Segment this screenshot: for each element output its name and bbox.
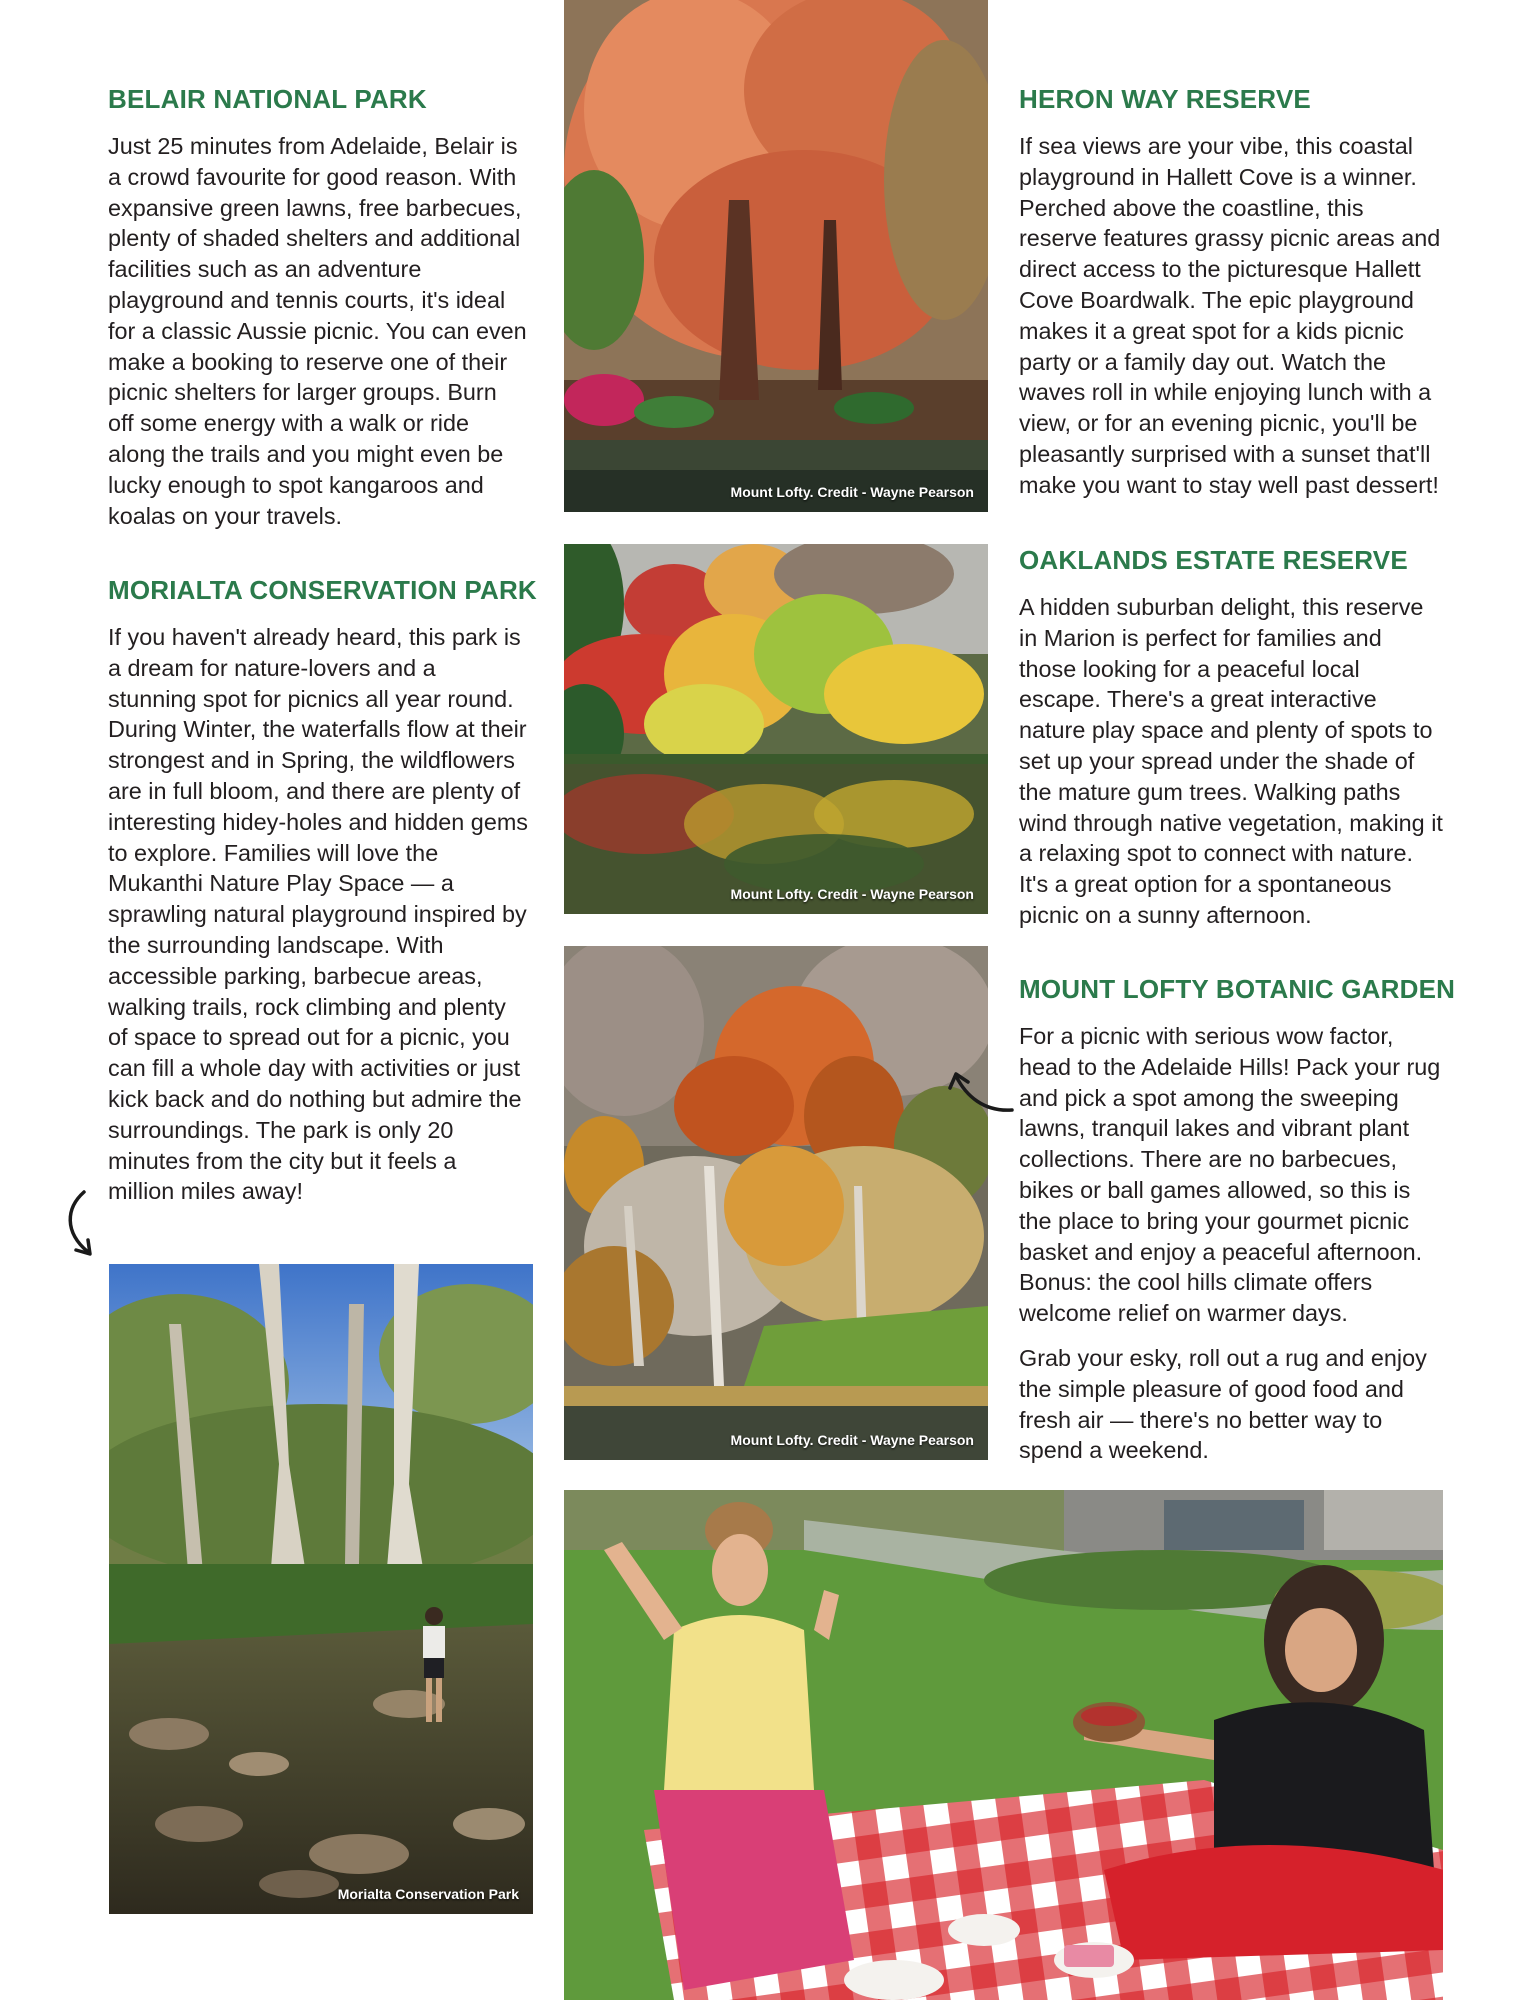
photo-caption: Mount Lofty. Credit - Wayne Pearson xyxy=(730,886,974,902)
curved-arrow-down-icon xyxy=(60,1188,100,1262)
morialta-creek-photo xyxy=(109,1264,533,1914)
photo-caption: Morialta Conservation Park xyxy=(337,1886,519,1902)
mount-lofty-lake-photo xyxy=(564,544,988,914)
mount-lofty-autumn-tree-photo xyxy=(564,0,988,512)
heron-body: If sea views are your vibe, this coastal playground in Hallett Cove is a winner. Perched above the coastline, this reserve features grassy picnic areas and direct access to the picturesque Hallett Cove Boardwalk. The epic playground makes it a great spot for a kids picnic party or a family day out. Watch the waves roll in while enjoying lunch with a view, or for an evening picnic, you'll be pleasantly surprised with a sunset that'll make you want to stay well past dessert! xyxy=(1019,133,1441,498)
curved-arrow-left-icon xyxy=(944,1066,1016,1116)
mount-lofty-forest-photo xyxy=(564,946,988,1460)
oaklands-body: A hidden suburban delight, this reserve in Marion is perfect for families and those looking for a peaceful local escape. There's a great interactive nature play space and plenty of spots to set up your spread under the shade of the mature gum trees. Walking paths wind through native vegetation, making it a relaxing spot to connect with nature. It's a great option for a spontaneous picnic on a sunny afternoon. xyxy=(1019,594,1443,928)
picnic-photo xyxy=(564,1490,1443,2000)
lofty-body: For a picnic with serious wow factor, head to the Adelaide Hills! Pack your rug and pick a spot among the sweeping lawns, tranquil lakes and vibrant plant collections. There are no barbecues, bikes or ball games allowed, so this is the place to bring your gourmet picnic basket and enjoy a peaceful afternoon. Bonus: the cool hills climate offers welcome relief on warmer days. xyxy=(1019,1023,1441,1327)
morialta-body: If you haven't already heard, this park is a dream for nature-lovers and a stunning spot for picnics all year round. During Winter, the waterfalls flow at their strongest and in Spring, the wildflowers are in full bloom, and there are plenty of interesting hidey-holes and hidden gems to explore. Families will love the Mukanthi Nature Play Space — a sprawling natural playground inspired by the surrounding landscape. With accessible parking, barbecue areas, walking trails, rock climbing and plenty of space to spread out for a picnic, you can fill a whole day with activities or just kick back and do nothing but admire the surroundings. The park is only 20 minutes from the city but it feels a million miles away! xyxy=(108,624,529,1205)
photo-caption: Mount Lofty. Credit - Wayne Pearson xyxy=(730,484,974,500)
heron-heading: HERON WAY RESERVE xyxy=(1019,84,1311,114)
belair-heading: BELAIR NATIONAL PARK xyxy=(108,84,427,114)
belair-body: Just 25 minutes from Adelaide, Belair is a crowd favourite for good reason. With expansive green lawns, free barbecues, plenty of shaded shelters and additional facilities such as an adventure playground and tennis courts, it's ideal for a classic Aussie picnic. You can even make a booking to reserve one of their picnic shelters for larger groups. Burn off some energy with a walk or ride along the trails and you might even be lucky enough to spot kangaroos and koalas on your travels. xyxy=(108,133,527,529)
photo-caption: Mount Lofty. Credit - Wayne Pearson xyxy=(730,1432,974,1448)
lofty-heading: MOUNT LOFTY BOTANIC GARDEN xyxy=(1019,974,1456,1004)
morialta-heading: MORIALTA CONSERVATION PARK xyxy=(108,575,537,605)
closing-body: Grab your esky, roll out a rug and enjoy the simple pleasure of good food and fresh air — there's no better way to spend a weekend. xyxy=(1019,1345,1427,1464)
oaklands-heading: OAKLANDS ESTATE RESERVE xyxy=(1019,545,1408,575)
